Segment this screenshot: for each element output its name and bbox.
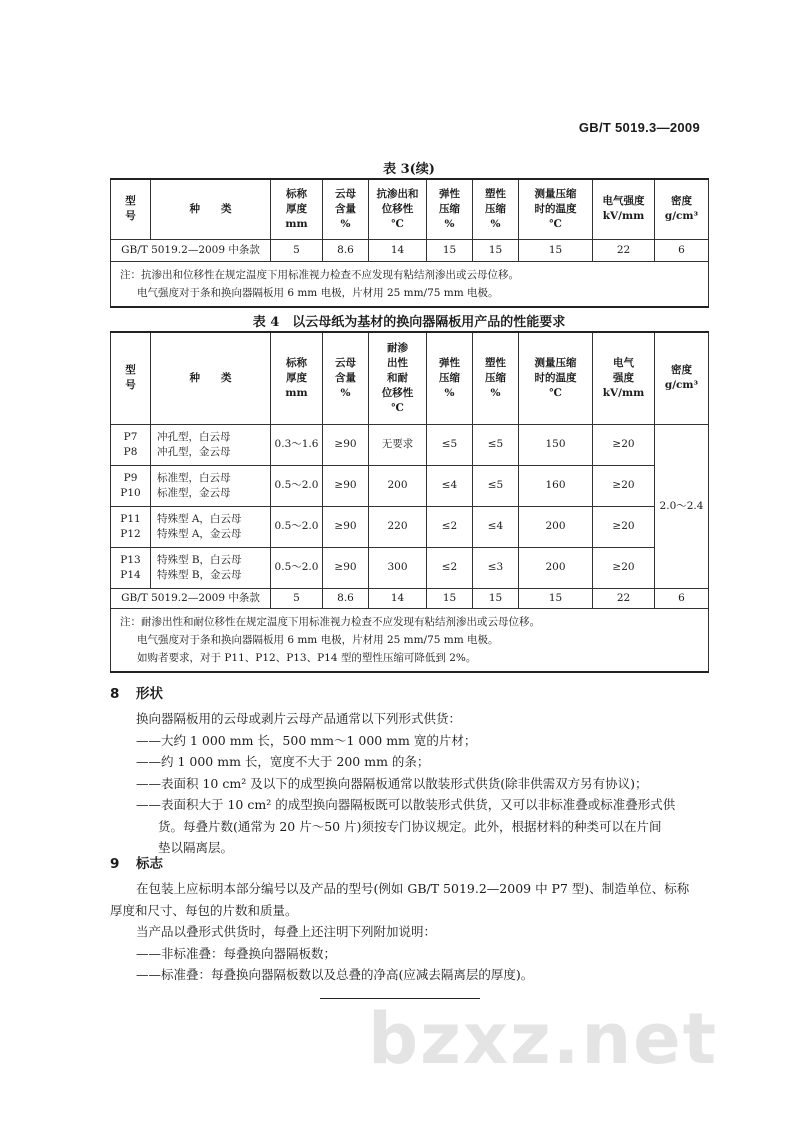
paragraph: 在包装上应标明本部分编号以及产品的型号(例如 GB/T 5019.2—2009 中 P7 型)、制造单位、标称 (136, 881, 690, 896)
kind-cell: 特殊型 A，白云母 特殊型 A，金云母 (151, 506, 271, 547)
list-item-continuation: 垫以隔离层。 (158, 840, 234, 855)
list-item: ——非标准叠：每叠换向器隔板数； (136, 945, 337, 961)
kind-cell: 冲孔型，白云母 冲孔型，金云母 (151, 424, 271, 465)
table3 (110, 178, 709, 308)
table-cell: 15 (473, 588, 519, 608)
table-cell: 150 (519, 424, 593, 465)
table-cell: 15 (519, 588, 593, 608)
table-cell: 15 (427, 588, 473, 608)
table-row (111, 547, 709, 588)
table-header-cell: 型 号 (111, 179, 151, 239)
density-range-cell: 2.0～2.4 (655, 424, 709, 588)
table-cell: ≥20 (593, 547, 655, 588)
table-header-cell: 密度 g/cm³ (655, 179, 709, 239)
table-cell: 0.3～1.6 (271, 424, 323, 465)
table-cell: ≥20 (593, 424, 655, 465)
section-9-heading (110, 852, 163, 872)
table-row (111, 588, 709, 608)
table-header-cell: 型 号 (111, 332, 151, 424)
table4 (110, 331, 709, 673)
table-cell: 0.5～2.0 (271, 506, 323, 547)
table3-notes-row (111, 261, 709, 307)
table3-notes (111, 261, 709, 307)
table-header-cell: 耐渗 出性 和耐 位移性 ℃ (369, 332, 427, 424)
table-cell: 200 (369, 465, 427, 506)
table-cell: ≥90 (323, 547, 369, 588)
table-cell: ≥90 (323, 424, 369, 465)
table-header-cell: 弹性 压缩 % (427, 332, 473, 424)
table-header-cell: 测量压缩 时的温度 ℃ (519, 179, 593, 239)
section-8-body (110, 708, 710, 859)
table-cell: ≤4 (473, 506, 519, 547)
model-cell: P9 P10 (111, 465, 151, 506)
note-line: 如购者要求，对于 P11、P12、P13、P14 型的塑性压缩可降低到 2%。 (137, 651, 477, 664)
model-cell: P11 P12 (111, 506, 151, 547)
table-cell: 15 (473, 239, 519, 261)
table-cell: 160 (519, 465, 593, 506)
table3-clause-cell: GB/T 5019.2—2009 中条款 (111, 239, 271, 261)
table-header-cell: 塑性 压缩 % (473, 332, 519, 424)
table-cell: 200 (519, 547, 593, 588)
model-cell: P13 P14 (111, 547, 151, 588)
table-cell: ≤5 (473, 424, 519, 465)
kind-cell: 特殊型 B，白云母 特殊型 B，金云母 (151, 547, 271, 588)
paragraph: 换向器隔板用的云母或剥片云母产品通常以下列形式供货： (136, 711, 462, 726)
note-line: 电气强度对于条和换向器隔板用 6 mm 电极，片材用 25 mm/75 mm 电极。 (137, 633, 499, 646)
note-line: 注：耐渗出性和耐位移性在规定温度下用标准视力检查不应发现有粘结剂渗出或云母位移。 (120, 615, 540, 628)
list-item: ——大约 1 000 mm 长，500 mm～1 000 mm 宽的片材； (136, 732, 477, 748)
table-header-cell: 种 类 (151, 179, 271, 239)
note-line: 注：抗渗出和位移性在规定温度下用标准视力检查不应发现有粘结剂渗出或云母位移。 (120, 268, 519, 281)
table4-notes (111, 608, 709, 672)
table-cell: ≥90 (323, 506, 369, 547)
section-9-body (110, 878, 710, 986)
table-header-cell: 塑性 压缩 % (473, 179, 519, 239)
table-cell: ≤2 (427, 506, 473, 547)
table-cell: 6 (655, 588, 709, 608)
table-cell: ≤5 (427, 424, 473, 465)
table-cell: 14 (369, 239, 427, 261)
table-cell: ≥20 (593, 465, 655, 506)
list-item: ——约 1 000 mm 长，宽度不大于 200 mm 的条； (136, 754, 430, 769)
table-cell: ≤2 (427, 547, 473, 588)
paragraph-continuation: 厚度和尺寸、每包的片数和质量。 (110, 902, 298, 918)
table-header-cell: 弹性 压缩 % (427, 179, 473, 239)
table-row (111, 465, 709, 506)
table-cell: 200 (519, 506, 593, 547)
table3-header-row (111, 179, 709, 239)
table4-clause-cell: GB/T 5019.2—2009 中条款 (111, 588, 271, 608)
table-cell: 14 (369, 588, 427, 608)
table-header-cell: 云母 含量 % (323, 332, 369, 424)
section-title: 形状 (136, 686, 163, 702)
table-cell: 5 (271, 239, 323, 261)
section-8-heading (110, 682, 163, 702)
table-cell: ≥90 (323, 465, 369, 506)
table4-notes-row (111, 608, 709, 672)
table-cell: ≤3 (473, 547, 519, 588)
table-cell: 无要求 (369, 424, 427, 465)
table-row (111, 239, 709, 261)
table4-header-row (111, 332, 709, 424)
table3-title: 表 3(续) (383, 162, 435, 177)
table-header-cell: 电气强度 kV/mm (593, 179, 655, 239)
list-item: ——表面积大于 10 cm² 的成型换向器隔板既可以散装形式供货，又可以非标准叠或标准叠形式供 (136, 797, 676, 812)
section-number: 9 (110, 856, 120, 872)
standard-code: GB/T 5019.3—2009 (578, 120, 700, 135)
section-number: 8 (110, 686, 120, 702)
table-cell: 15 (427, 239, 473, 261)
list-item-continuation: 货。每叠片数(通常为 20 片～50 片)须按专门协议规定。此外，根据材料的种类可以在片间 (158, 818, 662, 834)
kind-cell: 标准型，白云母 标准型，金云母 (151, 465, 271, 506)
table-header-cell: 云母 含量 % (323, 179, 369, 239)
table-cell: 15 (519, 239, 593, 261)
table-cell: 5 (271, 588, 323, 608)
table-cell: 0.5～2.0 (271, 465, 323, 506)
table-cell: 22 (593, 588, 655, 608)
list-item: ——标准叠：每叠换向器隔板数以及总叠的净高(应减去隔离层的厚度)。 (136, 967, 534, 982)
table-cell: 22 (593, 239, 655, 261)
table-header-cell: 电气 强度 kV/mm (593, 332, 655, 424)
table-header-cell: 密度 g/cm³ (655, 332, 709, 424)
table-cell: ≤4 (427, 465, 473, 506)
note-line: 电气强度对于条和换向器隔板用 6 mm 电极，片材用 25 mm/75 mm 电极。 (137, 286, 499, 299)
table-header-cell: 标称 厚度 mm (271, 332, 323, 424)
table-cell: 220 (369, 506, 427, 547)
watermark: bzxz.net (368, 998, 719, 1080)
table4-title: 表 4 以云母纸为基材的换向器隔板用产品的性能要求 (252, 315, 566, 330)
table-header-cell: 种 类 (151, 332, 271, 424)
table-header-cell: 抗渗出和 位移性 ℃ (369, 179, 427, 239)
table-cell: 300 (369, 547, 427, 588)
table-cell: 0.5～2.0 (271, 547, 323, 588)
table-row (111, 506, 709, 547)
section-title: 标志 (136, 856, 163, 872)
table-cell: 6 (655, 239, 709, 261)
table-cell: 8.6 (323, 588, 369, 608)
table-header-cell: 测量压缩 时的温度 ℃ (519, 332, 593, 424)
table-header-cell: 标称 厚度 mm (271, 179, 323, 239)
table-cell: ≤5 (473, 465, 519, 506)
table-row (111, 424, 709, 465)
model-cell: P7 P8 (111, 424, 151, 465)
table-cell: ≥20 (593, 506, 655, 547)
table-cell: 8.6 (323, 239, 369, 261)
paragraph: 当产品以叠形式供货时，每叠上还注明下列附加说明： (136, 924, 437, 939)
list-item: ——表面积 10 cm² 及以下的成型换向器隔板通常以散装形式供货(除非供需双方另有协议)； (136, 775, 648, 791)
